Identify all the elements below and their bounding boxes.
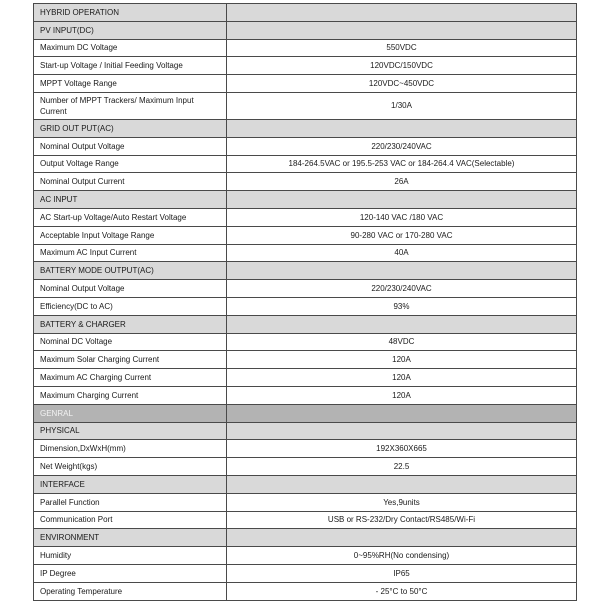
spec-value: 120VDC~450VDC [227,75,577,93]
spec-label: Maximum Charging Current [34,386,227,404]
table-row [34,244,577,262]
section-title: BATTERY & CHARGER [34,315,227,333]
section-title: PV INPUT(DC) [34,21,227,39]
spec-table-body [34,4,577,601]
section-title: ENVIRONMENT [34,529,227,547]
spec-value: 120-140 VAC /180 VAC [227,208,577,226]
spec-value: 120VDC/150VDC [227,57,577,75]
section-title: INTERFACE [34,475,227,493]
spec-label: Output Voltage Range [34,155,227,173]
section-header-battery-mode-output-ac [34,262,577,280]
spec-label: Nominal Output Current [34,173,227,191]
section-header-interface [34,475,577,493]
table-row [34,155,577,173]
spec-value: 220/230/240VAC [227,280,577,298]
spec-value: 40A [227,244,577,262]
spec-label: Maximum AC Charging Current [34,369,227,387]
spec-value: 184-264.5VAC or 195.5-253 VAC or 184-264.4 VAC(Selectable) [227,155,577,173]
section-header-battery-charger [34,315,577,333]
section-empty-cell [227,191,577,209]
section-title: GENRAL [34,404,227,422]
spec-value: 120A [227,351,577,369]
spec-label: Communication Port [34,511,227,529]
spec-value: 550VDC [227,39,577,57]
section-empty-cell [227,262,577,280]
table-row [34,280,577,298]
spec-label: MPPT Voltage Range [34,75,227,93]
section-empty-cell [227,404,577,422]
spec-label: Humidity [34,547,227,565]
spec-label: Number of MPPT Trackers/ Maximum Input Current [34,92,227,119]
spec-value: 48VDC [227,333,577,351]
spec-value: 1/30A [227,92,577,119]
spec-value: Yes,9units [227,493,577,511]
section-empty-cell [227,475,577,493]
spec-label: Net Weight(kgs) [34,458,227,476]
spec-value: 93% [227,297,577,315]
spec-label: Maximum Solar Charging Current [34,351,227,369]
table-row [34,208,577,226]
section-title: BATTERY MODE OUTPUT(AC) [34,262,227,280]
table-row [34,564,577,582]
table-row [34,173,577,191]
table-row [34,351,577,369]
spec-value: 0~95%RH(No condensing) [227,547,577,565]
section-empty-cell [227,529,577,547]
spec-value: IP65 [227,564,577,582]
spec-label: Nominal Output Voltage [34,137,227,155]
section-title: GRID OUT PUT(AC) [34,119,227,137]
spec-label: Nominal Output Voltage [34,280,227,298]
table-title: HYBRID OPERATION [34,4,227,22]
spec-value: 120A [227,369,577,387]
table-row [34,369,577,387]
table-row [34,582,577,600]
table-row [34,92,577,119]
section-empty-cell [227,21,577,39]
spec-label: IP Degree [34,564,227,582]
spec-value: 192X360X665 [227,440,577,458]
spec-label: Nominal DC Voltage [34,333,227,351]
table-row [34,386,577,404]
spec-value: 26A [227,173,577,191]
table-row [34,440,577,458]
table-title-empty-cell [227,4,577,22]
section-title: PHYSICAL [34,422,227,440]
spec-label: Operating Temperature [34,582,227,600]
table-row [34,297,577,315]
table-row [34,226,577,244]
section-empty-cell [227,315,577,333]
spec-label: Start-up Voltage / Initial Feeding Voltage [34,57,227,75]
spec-label: Maximum AC Input Current [34,244,227,262]
spec-value: 90-280 VAC or 170-280 VAC [227,226,577,244]
section-empty-cell [227,119,577,137]
spec-label: Efficiency(DC to AC) [34,297,227,315]
spec-value: USB or RS-232/Dry Contact/RS485/Wi-Fi [227,511,577,529]
section-header-grid-out-put-ac [34,119,577,137]
section-header-environment [34,529,577,547]
section-header-pv-input-dc [34,21,577,39]
section-header-physical [34,422,577,440]
table-row [34,493,577,511]
spec-label: Dimension,DxWxH(mm) [34,440,227,458]
spec-label: Acceptable Input Voltage Range [34,226,227,244]
section-title: AC INPUT [34,191,227,209]
spec-value: 22.5 [227,458,577,476]
spec-label: AC Start-up Voltage/Auto Restart Voltage [34,208,227,226]
spec-table [33,3,577,601]
table-title-row [34,4,577,22]
section-empty-cell [227,422,577,440]
spec-label: Maximum DC Voltage [34,39,227,57]
spec-value: - 25°C to 50°C [227,582,577,600]
table-row [34,511,577,529]
table-row [34,137,577,155]
table-row [34,547,577,565]
spec-value: 120A [227,386,577,404]
spec-label: Parallel Function [34,493,227,511]
table-row [34,75,577,93]
section-header-ac-input [34,191,577,209]
table-row [34,458,577,476]
table-row [34,57,577,75]
spec-value: 220/230/240VAC [227,137,577,155]
section-header-genral [34,404,577,422]
table-row [34,39,577,57]
table-row [34,333,577,351]
